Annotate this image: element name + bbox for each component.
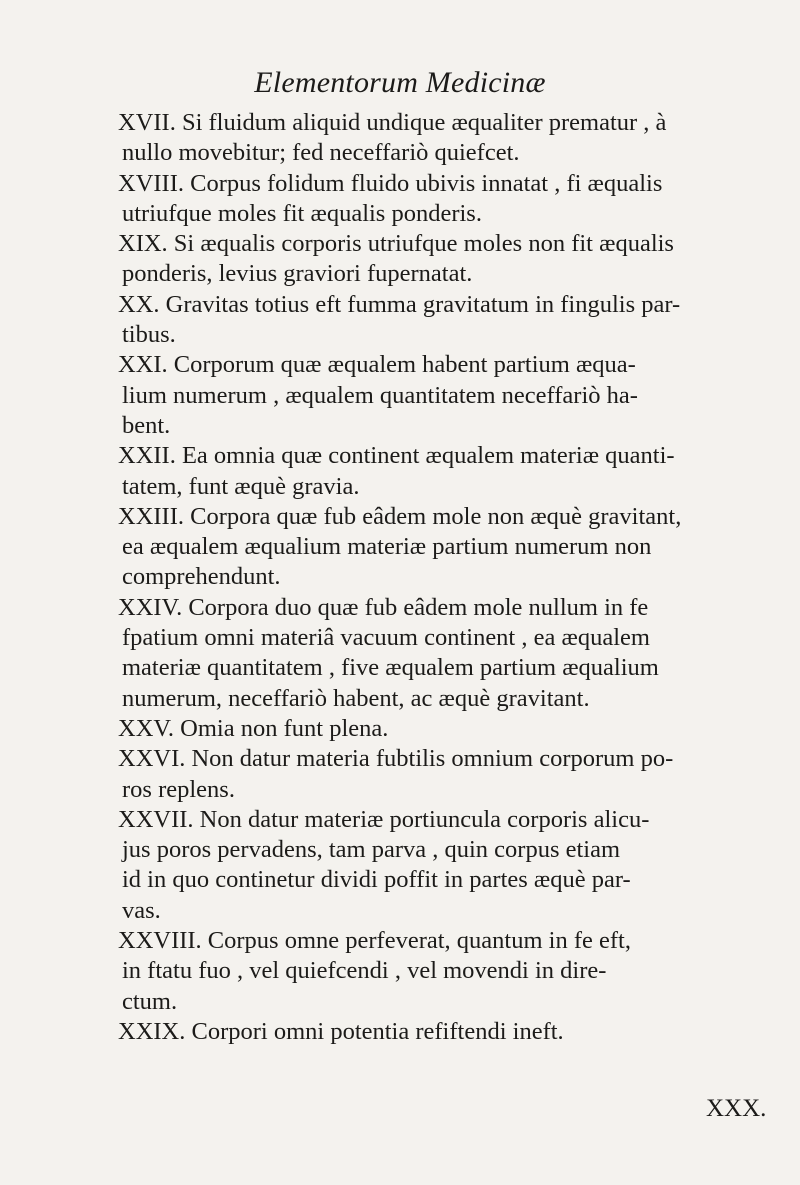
text-line: in ftatu fuo , vel quiefcendi , vel movendi in dire- <box>122 957 607 985</box>
proposition-paragraph <box>118 169 790 230</box>
text-line: utriufque moles fit æqualis ponderis. <box>122 199 482 227</box>
proposition-paragraph <box>118 441 790 502</box>
proposition-paragraph <box>118 593 790 714</box>
text-line: bent. <box>122 411 171 439</box>
text-line: id in quo continetur dividi poffit in partes æquè par- <box>122 866 631 894</box>
text-line: tibus. <box>122 321 176 349</box>
proposition-paragraph <box>118 108 790 169</box>
proposition-list <box>118 108 790 1047</box>
text-line: numerum, neceffariò habent, ac æquè gravitant. <box>122 684 590 712</box>
proposition-paragraph <box>118 926 790 1017</box>
text-line: XXVI. Non datur materia fubtilis omnium corporum po- <box>118 745 674 773</box>
text-line: XVIII. Corpus folidum fluido ubivis innatat , fi æqualis <box>118 169 663 197</box>
text-line: XXVII. Non datur materiæ portiuncula corporis alicu- <box>118 805 650 833</box>
text-line: ros replens. <box>122 775 235 803</box>
text-line: comprehendunt. <box>122 563 281 591</box>
text-line: tatem, funt æquè gravia. <box>122 472 360 500</box>
proposition-paragraph <box>118 229 790 290</box>
text-line: fpatium omni materiâ vacuum continent , ea æqualem <box>122 624 650 652</box>
text-line: vas. <box>122 896 161 924</box>
proposition-paragraph <box>118 350 790 441</box>
proposition-paragraph <box>118 744 790 805</box>
text-line: XXV. Omia non funt plena. <box>118 714 389 742</box>
text-line: XVII. Si fluidum aliquid undique æqualiter prematur , à <box>118 109 667 136</box>
running-title: Elementorum Medicinæ <box>254 66 546 99</box>
proposition-paragraph <box>118 805 790 926</box>
text-line: XXVIII. Corpus omne perfeverat, quantum in fe eft, <box>118 927 631 955</box>
text-line: ponderis, levius graviori fupernatat. <box>122 260 473 288</box>
text-line: XIX. Si æqualis corporis utriufque moles non fit æqualis <box>118 230 674 258</box>
text-line: XXIII. Corpora quæ fub eâdem mole non æquè gravitant, <box>118 502 682 530</box>
proposition-paragraph <box>118 502 790 593</box>
text-line: nullo movebitur; fed neceffariò quiefcet. <box>122 139 520 167</box>
text-line: XXI. Corporum quæ æqualem habent partium æqua- <box>118 351 636 379</box>
catchword: XXX. <box>706 1095 767 1122</box>
text-line: XXIX. Corpori omni potentia refiftendi ineft. <box>118 1017 564 1045</box>
text-line: ctum. <box>122 987 178 1015</box>
text-line: ea æqualem æqualium materiæ partium numerum non <box>122 533 652 561</box>
proposition-paragraph <box>118 290 790 351</box>
text-line: lium numerum , æqualem quantitatem neceffariò ha- <box>122 381 638 409</box>
text-line: materiæ quantitatem , five æqualem partium æqualium <box>122 654 659 682</box>
proposition-paragraph <box>118 714 790 744</box>
text-line: XXII. Ea omnia quæ continent æqualem materiæ quanti- <box>118 442 675 470</box>
text-line: jus poros pervadens, tam parva , quin corpus etiam <box>122 836 621 864</box>
text-line: XX. Gravitas totius eft fumma gravitatum in fingulis par- <box>118 290 681 318</box>
text-line: XXIV. Corpora duo quæ fub eâdem mole nullum in fe <box>118 593 649 621</box>
proposition-paragraph <box>118 1017 790 1047</box>
